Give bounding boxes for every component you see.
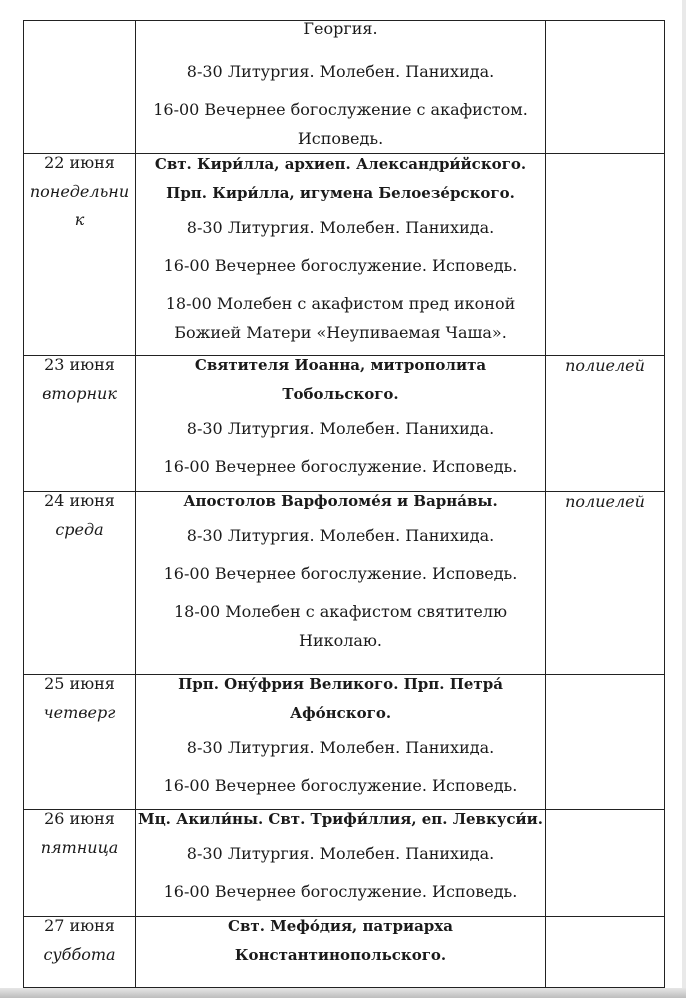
services-cell bbox=[136, 154, 546, 356]
table-row bbox=[24, 154, 665, 356]
date-label: 25 июня bbox=[44, 674, 115, 693]
service-item: 18-00 Молебен с акафистом святителю Николаю. bbox=[174, 602, 507, 650]
date-label: 27 июня bbox=[44, 916, 115, 935]
service-item: 16-00 Вечернее богослужение с акафистом. Исповедь. bbox=[153, 100, 528, 148]
service-item: 16-00 Вечернее богослужение. Исповедь. bbox=[163, 457, 518, 476]
date-cell bbox=[24, 21, 136, 154]
service-item: 16-00 Вечернее богослужение. Исповедь. bbox=[163, 882, 518, 901]
note-cell bbox=[546, 21, 665, 154]
weekday-label: суббота bbox=[43, 945, 116, 964]
table-row bbox=[24, 492, 665, 675]
date-cell bbox=[24, 492, 136, 675]
date-label: 24 июня bbox=[44, 491, 115, 510]
weekday-label: среда bbox=[55, 520, 104, 539]
date-cell bbox=[24, 154, 136, 356]
service-item: 18-00 Молебен с акафистом пред иконой Божией Матери «Неупиваемая Чаша». bbox=[165, 294, 516, 342]
date-cell bbox=[24, 675, 136, 810]
note-cell bbox=[546, 810, 665, 917]
weekday-label: четверг bbox=[43, 703, 116, 722]
weekday-label: вторник bbox=[42, 384, 117, 403]
services-cell bbox=[136, 810, 546, 917]
feast-title: Святителя Иоанна, митрополита Тобольского. bbox=[194, 356, 487, 403]
service-item: 16-00 Вечернее богослужение. Исповедь. bbox=[163, 776, 518, 795]
table-row bbox=[24, 917, 665, 988]
note-cell: полиелей bbox=[546, 492, 665, 675]
table-row bbox=[24, 675, 665, 810]
date-label: 26 июня bbox=[44, 809, 115, 828]
service-item: 16-00 Вечернее богослужение. Исповедь. bbox=[163, 564, 518, 583]
feast-title: Апостолов Варфоломе́я и Варна́вы. bbox=[183, 492, 498, 510]
page-bottom-edge bbox=[0, 988, 686, 998]
services-cell bbox=[136, 492, 546, 675]
date-label: 23 июня bbox=[44, 355, 115, 374]
services-cell bbox=[136, 356, 546, 492]
weekday-label: пятница bbox=[40, 838, 119, 857]
services-cell bbox=[136, 675, 546, 810]
services-cell bbox=[136, 21, 546, 154]
date-cell bbox=[24, 917, 136, 988]
note-cell: полиелей bbox=[546, 356, 665, 492]
table-row bbox=[24, 810, 665, 917]
feast-title: Прп. Ону́фрия Великого. Прп. Петра́ Афо́нского. bbox=[178, 675, 503, 722]
service-item: 8-30 Литургия. Молебен. Панихида. bbox=[186, 419, 495, 438]
feast-title: Свт. Кири́лла, архиеп. Александри́йского. Прп. Кири́лла, игумена Белоезе́рского. bbox=[154, 155, 527, 202]
service-item: 8-30 Литургия. Молебен. Панихида. bbox=[186, 62, 495, 81]
date-label: 22 июня bbox=[44, 153, 115, 172]
date-cell bbox=[24, 810, 136, 917]
service-item: 8-30 Литургия. Молебен. Панихида. bbox=[186, 218, 495, 237]
page-frame-edge bbox=[682, 0, 686, 988]
table-row bbox=[24, 21, 665, 154]
feast-continuation: Георгия. bbox=[303, 19, 378, 38]
service-item: 8-30 Литургия. Молебен. Панихида. bbox=[186, 526, 495, 545]
feast-title: Мц. Акили́ны. Свт. Трифи́ллия, еп. Левкуси́и. bbox=[137, 810, 544, 828]
note-cell bbox=[546, 917, 665, 988]
services-cell bbox=[136, 917, 546, 988]
date-cell bbox=[24, 356, 136, 492]
note-cell bbox=[546, 154, 665, 356]
service-item: 8-30 Литургия. Молебен. Панихида. bbox=[186, 844, 495, 863]
table-row bbox=[24, 356, 665, 492]
note-cell bbox=[546, 675, 665, 810]
weekday-label: понедельни к bbox=[29, 182, 130, 229]
schedule-table bbox=[23, 20, 665, 988]
service-item: 8-30 Литургия. Молебен. Панихида. bbox=[186, 738, 495, 757]
service-item: 16-00 Вечернее богослужение. Исповедь. bbox=[163, 256, 518, 275]
feast-title: Свт. Мефо́дия, патриарха Константинопольского. bbox=[228, 917, 453, 964]
